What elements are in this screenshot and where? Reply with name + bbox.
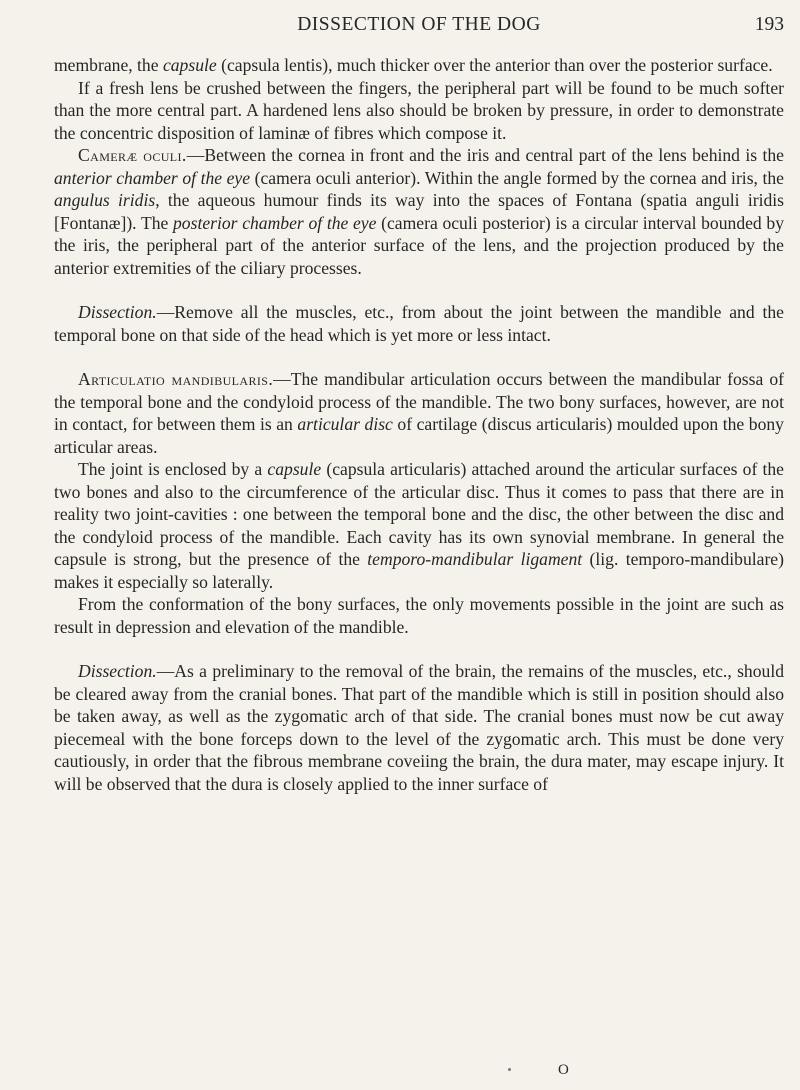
- paragraph-p6: [54, 458, 784, 593]
- text-run: (camera oculi posterior) is a circular interval bounded by the iris, the peripheral part of the anterior surface of the lens, and the projection produced by the anterior extremities of the ciliary processes.: [54, 212, 785, 278]
- paragraph-p4: [54, 301, 784, 346]
- italic-term: capsule: [267, 459, 322, 479]
- section-heading: Articulatio mandibularis.: [78, 369, 274, 389]
- text-run: —The mandibular articulation occurs between the mandibular fossa of the temporal bone and the condyloid process of the mandible. The two bony surfaces, however, are not in contact, for between them is an: [54, 369, 784, 434]
- text-run: —As a preliminary to the removal of the brain, the remains of the muscles, etc., should be cleared away from the cranial bones. That part of the mandible which is still in position should also be taken away, as well as the zygomatic arch of that side. The cranial bones must now be cut away piecemeal with the bone forceps down to the level of the zygomatic arch. This must be done very cautiously, in order that the fibrous membrane coveiing the brain, the dura mater, may escape injury. It will be observed that the dura is closely applied to the inner surface of: [54, 661, 784, 794]
- text-run: (capsula lentis), much thicker over the anterior than over the posterior surface.: [216, 55, 773, 75]
- running-title: DISSECTION OF THE DOG: [297, 14, 541, 35]
- paragraph-p3: [54, 144, 784, 279]
- text-run: —Between the cornea in front and the iris and central part of the lens behind is the: [186, 145, 784, 165]
- text-run: If a fresh lens be crushed between the fingers, the peripheral part will be found to be much softer than the more central part. A hardened lens also should be broken by pressure, in order to demonstrate the concentric disposition of laminæ of fibres which compose it.: [54, 77, 784, 143]
- italic-term: Dissection.: [78, 661, 157, 681]
- paragraph-p8: [54, 660, 784, 795]
- body-text: [54, 54, 784, 795]
- page-header: [54, 14, 784, 54]
- text-run: (capsula articularis) attached around the articular surfaces of the two bones and also to the circumference of the articular disc. Thus it comes to pass that there are in reality two joint-cavities : one between the temporal bone and the disc, the other between the disc and the condyloid process of the mandible. Each cavity has its own synovial membrane. In general the capsule is strong, but the presence of the: [54, 459, 784, 569]
- italic-term: articular disc: [297, 414, 393, 434]
- text-run: (lig. temporo-mandibulare) makes it especially so laterally.: [54, 549, 784, 592]
- text-run: The joint is enclosed by a: [78, 459, 268, 479]
- page: [54, 14, 784, 795]
- text-run: membrane, the: [54, 55, 163, 75]
- section-gap: [54, 346, 784, 368]
- italic-term: temporo-mandibular ligament: [367, 549, 583, 569]
- page-number: 193: [754, 14, 784, 35]
- text-run: —Remove all the muscles, etc., from about the joint between the mandible and the temporal bone on that side of the head which is yet more or less intact.: [54, 302, 784, 345]
- italic-term: Dissection.: [78, 302, 157, 322]
- section-gap: [54, 638, 784, 660]
- section-heading: Cameræ oculi.: [78, 145, 187, 165]
- signature-mark: O: [558, 1062, 569, 1078]
- paragraph-p1: [54, 54, 784, 77]
- paragraph-p2: [54, 77, 784, 145]
- text-run: (camera oculi anterior). Within the angle formed by the cornea and iris, the: [250, 167, 784, 188]
- italic-term: anterior chamber of the eye: [54, 167, 251, 188]
- text-run: of cartilage (discus articularis) moulded upon the bony articular areas.: [54, 414, 784, 457]
- text-run: , the aqueous humour finds its way into the spaces of Fontana (spatia anguli iridis [Fontanæ]). The: [54, 190, 784, 233]
- italic-term: angulus iridis: [54, 190, 156, 210]
- italic-term: posterior chamber of the eye: [173, 212, 377, 233]
- paragraph-p7: [54, 593, 784, 638]
- italic-term: capsule: [162, 55, 217, 75]
- ink-speck: [508, 1068, 511, 1071]
- paragraph-p5: [54, 368, 784, 458]
- section-gap: [54, 279, 784, 301]
- text-run: From the conformation of the bony surfaces, the only movements possible in the joint are such as result in depression and elevation of the mandible.: [54, 594, 784, 637]
